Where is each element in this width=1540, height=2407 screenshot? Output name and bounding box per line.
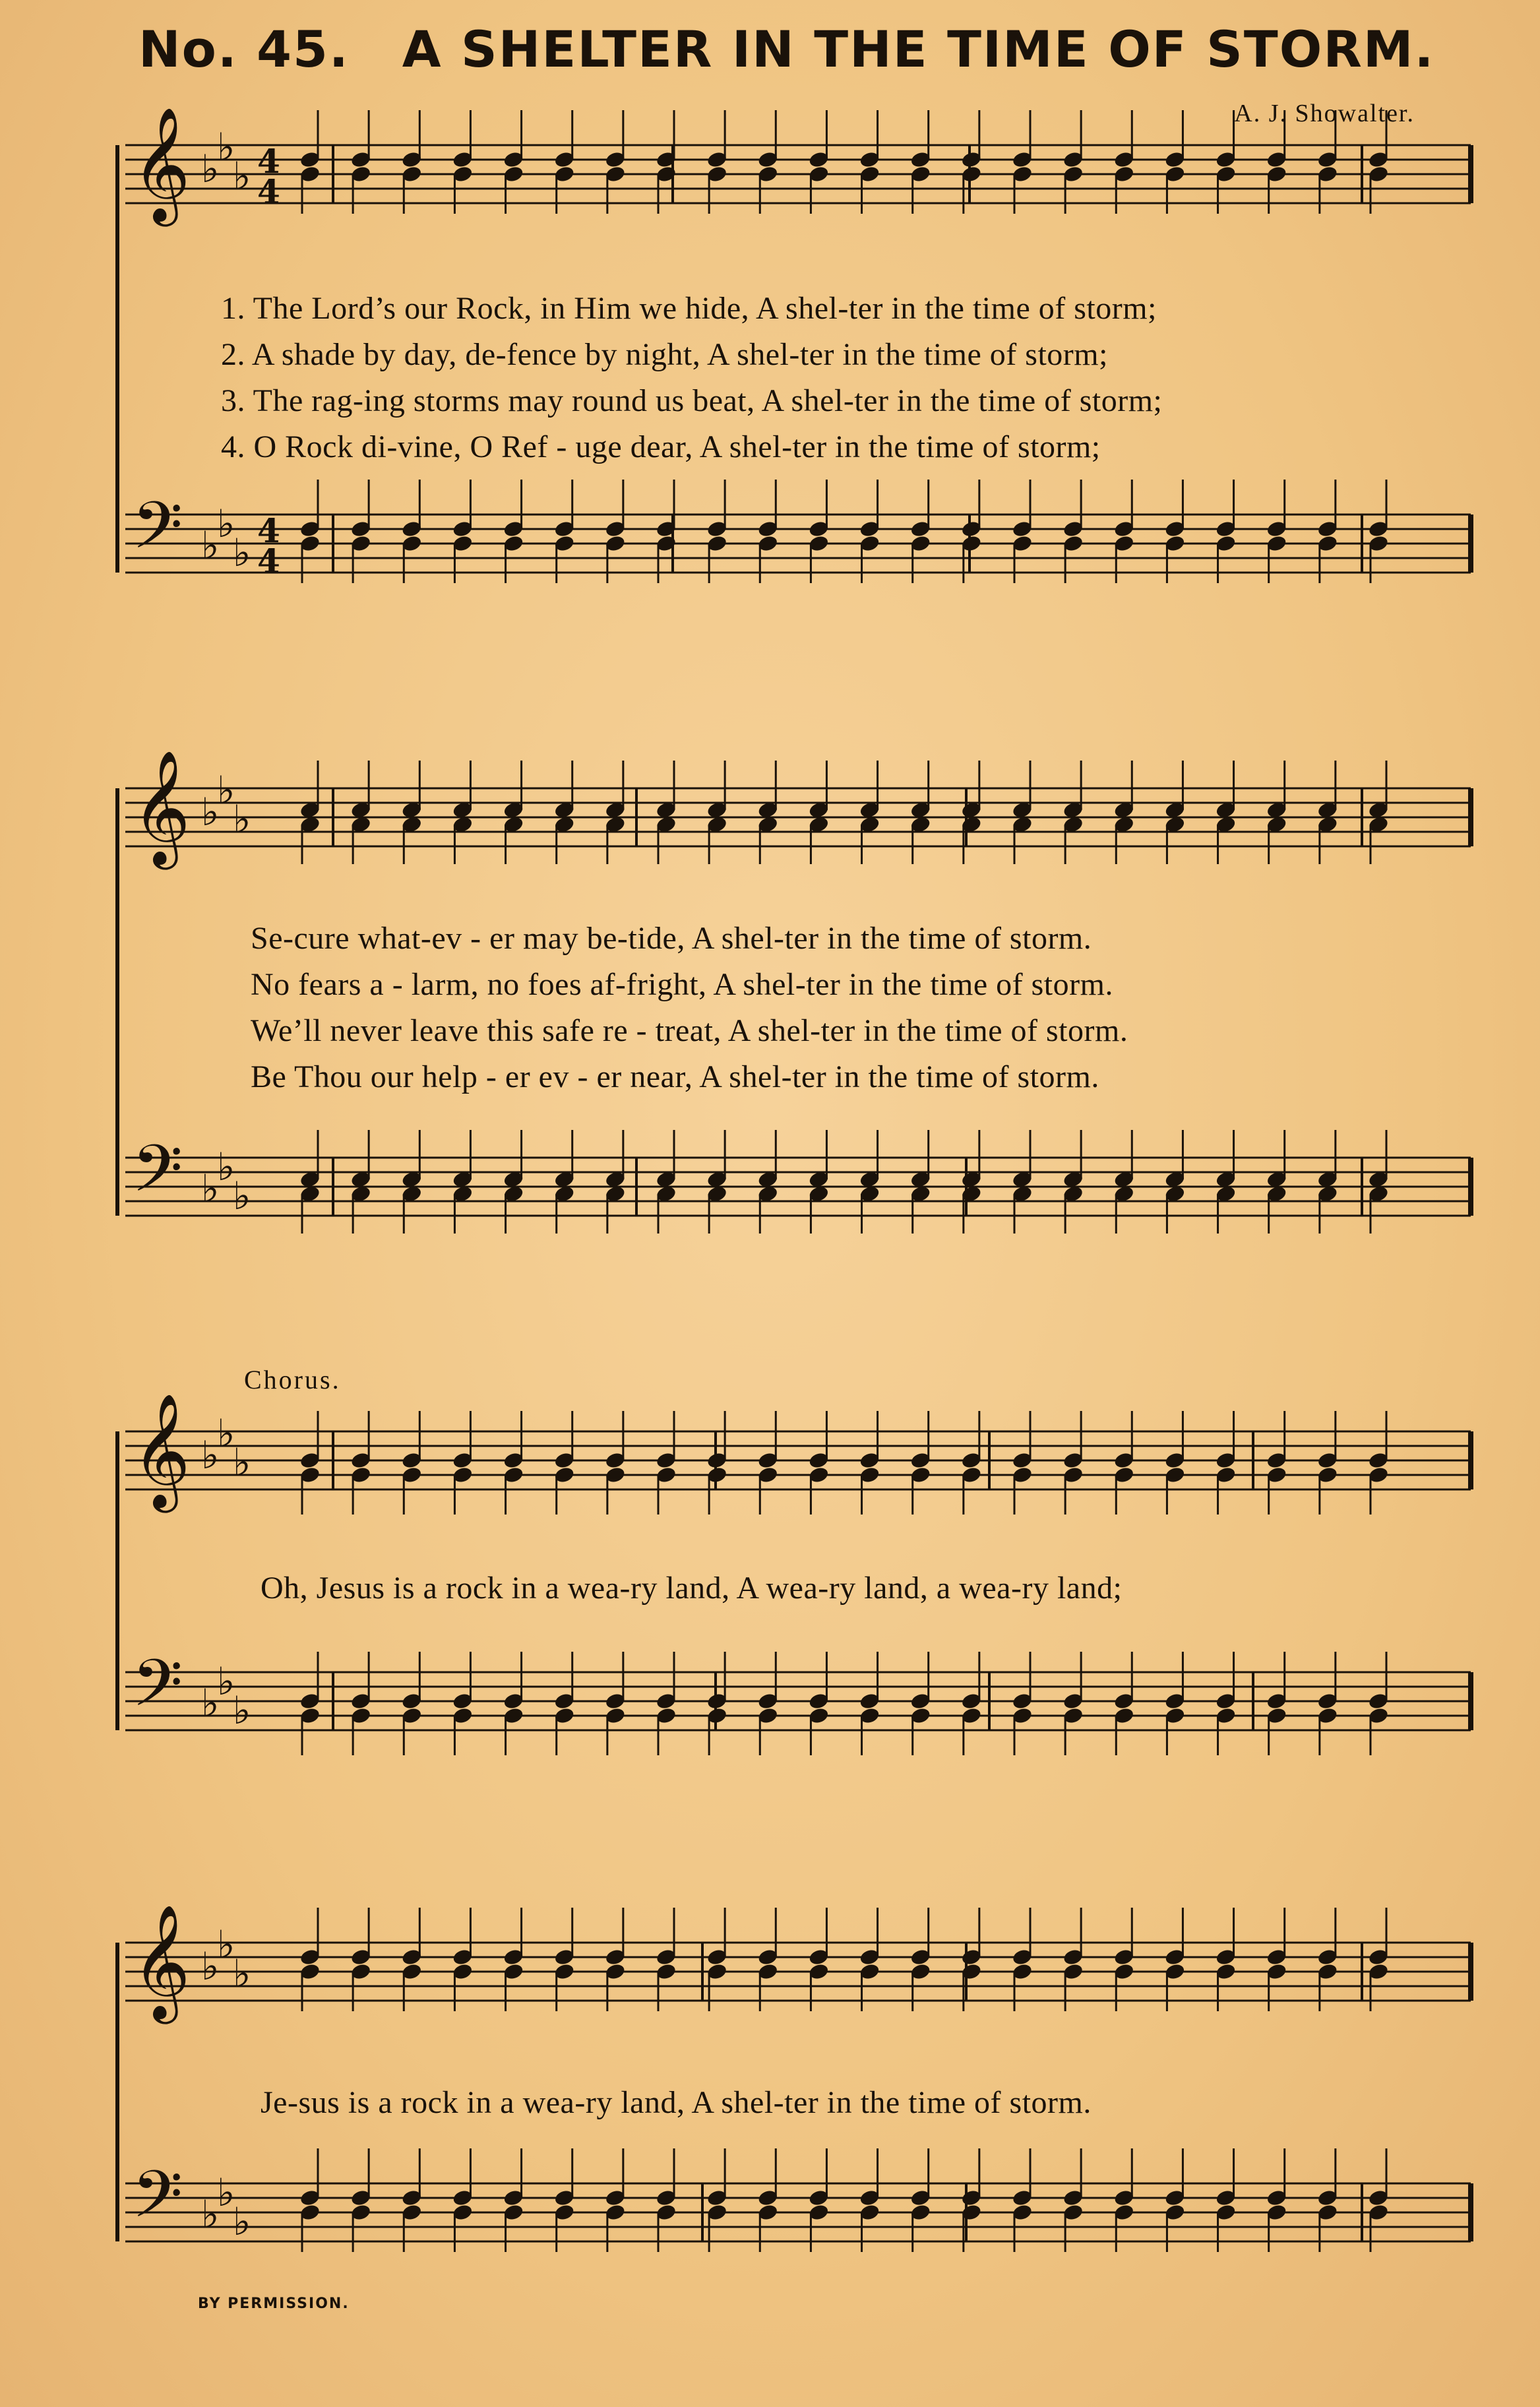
flat-sign: ♭ <box>217 768 235 813</box>
flat-sign: ♭ <box>233 1440 251 1485</box>
lyric-line: Oh, Jesus is a rock in a wea-ry land, A wea-ry land, a wea-ry land; <box>261 1571 1123 1606</box>
flat-sign: ♭ <box>217 501 235 546</box>
treble-notes <box>299 1908 1389 2011</box>
key-signature-flats <box>201 125 251 199</box>
lyric-line: Se-cure what-ev - er may be-tide, A shel-ter in the time of storm. <box>251 921 1092 956</box>
flat-sign: ♭ <box>233 530 251 575</box>
flat-sign: ♭ <box>233 1951 251 1996</box>
bass-notes <box>299 1652 1389 1755</box>
key-signature-flats <box>201 768 251 842</box>
bass-clef-icon: 𝄢 <box>132 1646 183 1737</box>
flat-sign: ♭ <box>201 1681 220 1726</box>
flat-sign: ♭ <box>217 1659 235 1704</box>
flat-sign: ♭ <box>233 797 251 842</box>
key-signature-flats <box>201 1922 251 1996</box>
bass-clef-icon: 𝄢 <box>132 1131 183 1223</box>
lyric-line: We’ll never leave this safe re - treat, A shel-ter in the time of storm. <box>251 1013 1128 1048</box>
treble-clef-icon: 𝄞 <box>132 750 191 865</box>
treble-notes <box>299 110 1389 214</box>
flat-sign: ♭ <box>233 2199 251 2244</box>
flat-sign: ♭ <box>217 1144 235 1189</box>
treble-notes <box>299 1411 1389 1515</box>
bass-clef-icon: 𝄢 <box>132 2157 183 2249</box>
flat-sign: ♭ <box>201 1166 220 1211</box>
time-signature-bottom: 4 <box>257 542 280 580</box>
key-signature-flats <box>201 1144 251 1218</box>
lyric-line: No fears a - larm, no foes af-fright, A shel-ter in the time of storm. <box>251 967 1113 1002</box>
key-signature-flats <box>201 1411 251 1485</box>
lyric-line: 1. The Lord’s our Rock, in Him we hide, A shel-ter in the time of storm; <box>221 291 1157 326</box>
key-signature-flats <box>201 501 251 575</box>
hymn-number: No. 45. <box>139 20 350 78</box>
treble-clef-icon: 𝄞 <box>132 107 191 222</box>
lyric-line: 4. O Rock di-vine, O Ref - uge dear, A shel-ter in the time of storm; <box>221 429 1101 464</box>
flat-sign: ♭ <box>201 2192 220 2237</box>
treble-notes <box>299 761 1389 864</box>
flat-sign: ♭ <box>217 2170 235 2215</box>
flat-sign: ♭ <box>201 523 220 568</box>
lyric-line: Je-sus is a rock in a wea-ry land, A shel-ter in the time of storm. <box>261 2085 1092 2120</box>
treble-clef-icon: 𝄞 <box>132 1393 191 1508</box>
flat-sign: ♭ <box>201 790 220 834</box>
lyric-line: 3. The rag-ing storms may round us beat, A shel-ter in the time of storm; <box>221 383 1163 418</box>
flat-sign: ♭ <box>201 1944 220 1989</box>
bass-notes <box>299 1130 1389 1234</box>
permission-credit: BY PERMISSION. <box>198 2296 350 2312</box>
flat-sign: ♭ <box>217 1922 235 1967</box>
flat-sign: ♭ <box>233 1173 251 1218</box>
bass-notes <box>299 480 1389 583</box>
key-signature-flats <box>201 2170 251 2244</box>
flat-sign: ♭ <box>233 154 251 199</box>
treble-clef-icon: 𝄞 <box>132 1904 191 2019</box>
key-signature-flats <box>201 1659 251 1733</box>
lyric-line: Be Thou our help - er ev - er near, A shel-ter in the time of storm. <box>251 1059 1099 1094</box>
bass-clef-icon: 𝄢 <box>132 488 183 580</box>
flat-sign: ♭ <box>233 1688 251 1733</box>
hymn-title-text: A SHELTER IN THE TIME OF STORM. <box>402 20 1435 78</box>
flat-sign: ♭ <box>201 146 220 191</box>
flat-sign: ♭ <box>217 1411 235 1456</box>
time-signature-bottom: 4 <box>257 172 280 211</box>
flat-sign: ♭ <box>217 125 235 170</box>
composer-credit: A. J. Showalter. <box>1234 100 1415 127</box>
lyric-line: 2. A shade by day, de-fence by night, A shel-ter in the time of storm; <box>221 337 1108 372</box>
bass-notes <box>299 2148 1389 2252</box>
time-signature-top: 4 <box>257 142 280 181</box>
time-signature-top: 4 <box>257 511 280 550</box>
chorus-label: Chorus. <box>244 1365 341 1394</box>
flat-sign: ♭ <box>201 1433 220 1478</box>
